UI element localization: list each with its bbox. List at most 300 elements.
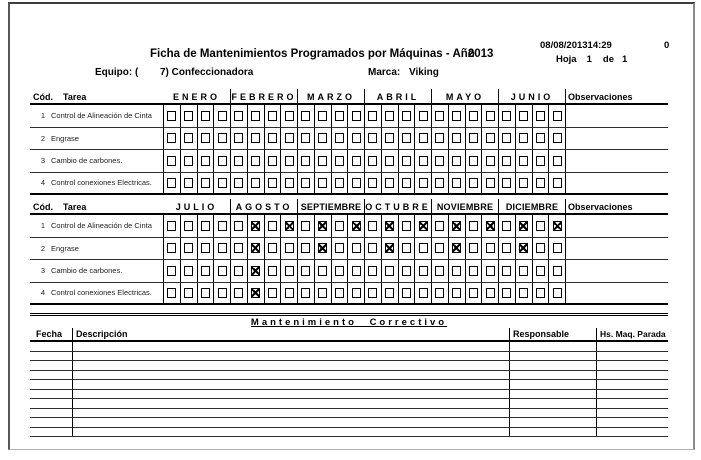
- checkbox-cell[interactable]: [163, 238, 180, 260]
- checkbox-empty[interactable]: [167, 111, 176, 121]
- checkbox-cell[interactable]: [230, 105, 247, 127]
- checkbox-cell[interactable]: [448, 173, 465, 194]
- checkbox-empty[interactable]: [469, 133, 478, 143]
- checkbox-cell[interactable]: [197, 283, 214, 304]
- checkbox-empty[interactable]: [536, 243, 545, 253]
- checkbox-cell[interactable]: [247, 150, 264, 172]
- checkbox-cell[interactable]: [465, 260, 482, 282]
- checkbox-cell[interactable]: [465, 238, 482, 260]
- checkbox-cell[interactable]: [331, 150, 348, 172]
- checkbox-empty[interactable]: [301, 133, 310, 143]
- checkbox-checked[interactable]: [285, 221, 294, 231]
- checkbox-cell[interactable]: [431, 105, 448, 127]
- checkbox-empty[interactable]: [385, 178, 394, 188]
- checkbox-cell[interactable]: [280, 105, 297, 127]
- checkbox-empty[interactable]: [402, 288, 411, 298]
- checkbox-empty[interactable]: [167, 156, 176, 166]
- checkbox-cell[interactable]: [297, 238, 314, 260]
- checkbox-cell[interactable]: [498, 260, 515, 282]
- checkbox-cell[interactable]: [515, 238, 532, 260]
- checkbox-empty[interactable]: [218, 178, 227, 188]
- checkbox-empty[interactable]: [402, 178, 411, 188]
- checkbox-cell[interactable]: [314, 173, 331, 194]
- checkbox-empty[interactable]: [469, 266, 478, 276]
- checkbox-cell[interactable]: [280, 283, 297, 304]
- checkbox-empty[interactable]: [502, 178, 511, 188]
- checkbox-cell[interactable]: [481, 260, 498, 282]
- checkbox-empty[interactable]: [234, 266, 243, 276]
- checkbox-empty[interactable]: [519, 156, 528, 166]
- checkbox-cell[interactable]: [515, 128, 532, 150]
- checkbox-checked[interactable]: [486, 221, 495, 231]
- checkbox-cell[interactable]: [448, 128, 465, 150]
- checkbox-cell[interactable]: [398, 283, 415, 304]
- checkbox-empty[interactable]: [352, 156, 361, 166]
- checkbox-cell[interactable]: [481, 128, 498, 150]
- checkbox-cell[interactable]: [213, 105, 230, 127]
- checkbox-cell[interactable]: [247, 283, 264, 304]
- checkbox-checked[interactable]: [452, 221, 461, 231]
- checkbox-cell[interactable]: [481, 215, 498, 237]
- checkbox-empty[interactable]: [402, 111, 411, 121]
- checkbox-empty[interactable]: [486, 288, 495, 298]
- checkbox-empty[interactable]: [452, 111, 461, 121]
- checkbox-empty[interactable]: [335, 243, 344, 253]
- checkbox-cell[interactable]: [431, 150, 448, 172]
- checkbox-cell[interactable]: [548, 128, 565, 150]
- checkbox-empty[interactable]: [352, 111, 361, 121]
- checkbox-empty[interactable]: [419, 178, 428, 188]
- checkbox-empty[interactable]: [201, 288, 210, 298]
- checkbox-empty[interactable]: [553, 178, 562, 188]
- checkbox-checked[interactable]: [251, 243, 260, 253]
- checkbox-empty[interactable]: [435, 266, 444, 276]
- checkbox-empty[interactable]: [251, 156, 260, 166]
- checkbox-empty[interactable]: [519, 178, 528, 188]
- checkbox-cell[interactable]: [481, 150, 498, 172]
- checkbox-empty[interactable]: [419, 288, 428, 298]
- checkbox-cell[interactable]: [448, 105, 465, 127]
- checkbox-cell[interactable]: [448, 238, 465, 260]
- checkbox-empty[interactable]: [452, 133, 461, 143]
- checkbox-cell[interactable]: [347, 283, 364, 304]
- checkbox-cell[interactable]: [398, 128, 415, 150]
- checkbox-checked[interactable]: [251, 221, 260, 231]
- checkbox-empty[interactable]: [502, 243, 511, 253]
- checkbox-cell[interactable]: [548, 150, 565, 172]
- checkbox-empty[interactable]: [553, 266, 562, 276]
- checkbox-empty[interactable]: [553, 156, 562, 166]
- checkbox-cell[interactable]: [398, 105, 415, 127]
- checkbox-empty[interactable]: [352, 243, 361, 253]
- checkbox-cell[interactable]: [347, 150, 364, 172]
- checkbox-empty[interactable]: [201, 243, 210, 253]
- checkbox-cell[interactable]: [230, 173, 247, 194]
- checkbox-cell[interactable]: [431, 283, 448, 304]
- checkbox-empty[interactable]: [419, 111, 428, 121]
- checkbox-empty[interactable]: [335, 288, 344, 298]
- checkbox-cell[interactable]: [515, 215, 532, 237]
- checkbox-cell[interactable]: [280, 150, 297, 172]
- checkbox-cell[interactable]: [247, 105, 264, 127]
- checkbox-empty[interactable]: [184, 266, 193, 276]
- checkbox-empty[interactable]: [419, 243, 428, 253]
- checkbox-empty[interactable]: [519, 111, 528, 121]
- checkbox-empty[interactable]: [368, 133, 377, 143]
- checkbox-empty[interactable]: [469, 288, 478, 298]
- checkbox-cell[interactable]: [180, 173, 197, 194]
- checkbox-empty[interactable]: [435, 156, 444, 166]
- checkbox-empty[interactable]: [167, 133, 176, 143]
- checkbox-cell[interactable]: [197, 260, 214, 282]
- checkbox-cell[interactable]: [347, 238, 364, 260]
- checkbox-cell[interactable]: [364, 283, 381, 304]
- checkbox-empty[interactable]: [486, 111, 495, 121]
- checkbox-cell[interactable]: [247, 173, 264, 194]
- checkbox-cell[interactable]: [465, 128, 482, 150]
- checkbox-cell[interactable]: [498, 238, 515, 260]
- checkbox-empty[interactable]: [285, 178, 294, 188]
- checkbox-cell[interactable]: [213, 128, 230, 150]
- checkbox-empty[interactable]: [184, 111, 193, 121]
- checkbox-empty[interactable]: [218, 288, 227, 298]
- checkbox-cell[interactable]: [213, 215, 230, 237]
- checkbox-empty[interactable]: [318, 266, 327, 276]
- checkbox-empty[interactable]: [218, 133, 227, 143]
- checkbox-empty[interactable]: [268, 288, 277, 298]
- checkbox-empty[interactable]: [285, 288, 294, 298]
- checkbox-cell[interactable]: [280, 260, 297, 282]
- checkbox-empty[interactable]: [419, 133, 428, 143]
- checkbox-cell[interactable]: [264, 173, 281, 194]
- checkbox-empty[interactable]: [285, 156, 294, 166]
- checkbox-empty[interactable]: [268, 111, 277, 121]
- checkbox-cell[interactable]: [532, 173, 549, 194]
- checkbox-checked[interactable]: [251, 266, 260, 276]
- checkbox-cell[interactable]: [314, 260, 331, 282]
- checkbox-checked[interactable]: [553, 221, 562, 231]
- checkbox-empty[interactable]: [553, 133, 562, 143]
- checkbox-empty[interactable]: [519, 288, 528, 298]
- checkbox-cell[interactable]: [331, 238, 348, 260]
- checkbox-cell[interactable]: [347, 105, 364, 127]
- checkbox-cell[interactable]: [398, 260, 415, 282]
- checkbox-empty[interactable]: [486, 156, 495, 166]
- checkbox-cell[interactable]: [213, 150, 230, 172]
- checkbox-empty[interactable]: [318, 178, 327, 188]
- checkbox-empty[interactable]: [368, 266, 377, 276]
- checkbox-empty[interactable]: [402, 156, 411, 166]
- checkbox-empty[interactable]: [184, 221, 193, 231]
- checkbox-empty[interactable]: [301, 156, 310, 166]
- checkbox-cell[interactable]: [481, 173, 498, 194]
- checkbox-empty[interactable]: [553, 111, 562, 121]
- checkbox-cell[interactable]: [448, 215, 465, 237]
- checkbox-cell[interactable]: [247, 215, 264, 237]
- checkbox-cell[interactable]: [364, 128, 381, 150]
- checkbox-empty[interactable]: [368, 243, 377, 253]
- checkbox-empty[interactable]: [268, 133, 277, 143]
- checkbox-cell[interactable]: [532, 283, 549, 304]
- checkbox-empty[interactable]: [469, 178, 478, 188]
- checkbox-empty[interactable]: [452, 266, 461, 276]
- checkbox-cell[interactable]: [280, 215, 297, 237]
- checkbox-checked[interactable]: [385, 221, 394, 231]
- checkbox-empty[interactable]: [368, 156, 377, 166]
- checkbox-cell[interactable]: [163, 150, 180, 172]
- checkbox-empty[interactable]: [184, 133, 193, 143]
- checkbox-empty[interactable]: [301, 243, 310, 253]
- checkbox-empty[interactable]: [201, 156, 210, 166]
- checkbox-empty[interactable]: [352, 288, 361, 298]
- checkbox-checked[interactable]: [318, 221, 327, 231]
- checkbox-empty[interactable]: [502, 133, 511, 143]
- checkbox-cell[interactable]: [515, 105, 532, 127]
- checkbox-cell[interactable]: [364, 238, 381, 260]
- checkbox-empty[interactable]: [268, 221, 277, 231]
- checkbox-cell[interactable]: [331, 215, 348, 237]
- checkbox-empty[interactable]: [167, 221, 176, 231]
- checkbox-cell[interactable]: [414, 128, 431, 150]
- checkbox-cell[interactable]: [364, 150, 381, 172]
- checkbox-cell[interactable]: [465, 283, 482, 304]
- checkbox-cell[interactable]: [414, 283, 431, 304]
- checkbox-empty[interactable]: [385, 133, 394, 143]
- checkbox-empty[interactable]: [301, 221, 310, 231]
- checkbox-empty[interactable]: [184, 156, 193, 166]
- checkbox-empty[interactable]: [234, 133, 243, 143]
- checkbox-empty[interactable]: [469, 243, 478, 253]
- checkbox-empty[interactable]: [519, 266, 528, 276]
- checkbox-cell[interactable]: [465, 215, 482, 237]
- checkbox-empty[interactable]: [234, 178, 243, 188]
- checkbox-empty[interactable]: [335, 178, 344, 188]
- checkbox-cell[interactable]: [163, 105, 180, 127]
- checkbox-empty[interactable]: [502, 221, 511, 231]
- checkbox-empty[interactable]: [502, 111, 511, 121]
- checkbox-cell[interactable]: [347, 173, 364, 194]
- checkbox-empty[interactable]: [301, 266, 310, 276]
- checkbox-empty[interactable]: [352, 266, 361, 276]
- checkbox-cell[interactable]: [163, 215, 180, 237]
- checkbox-cell[interactable]: [297, 128, 314, 150]
- checkbox-empty[interactable]: [352, 133, 361, 143]
- checkbox-empty[interactable]: [452, 288, 461, 298]
- checkbox-empty[interactable]: [536, 156, 545, 166]
- checkbox-cell[interactable]: [515, 173, 532, 194]
- checkbox-cell[interactable]: [213, 238, 230, 260]
- checkbox-empty[interactable]: [385, 156, 394, 166]
- checkbox-empty[interactable]: [419, 156, 428, 166]
- checkbox-empty[interactable]: [486, 266, 495, 276]
- checkbox-cell[interactable]: [230, 215, 247, 237]
- checkbox-checked[interactable]: [419, 221, 428, 231]
- checkbox-empty[interactable]: [251, 133, 260, 143]
- checkbox-empty[interactable]: [536, 266, 545, 276]
- checkbox-checked[interactable]: [352, 221, 361, 231]
- checkbox-empty[interactable]: [435, 221, 444, 231]
- checkbox-empty[interactable]: [486, 243, 495, 253]
- checkbox-cell[interactable]: [197, 215, 214, 237]
- checkbox-empty[interactable]: [553, 243, 562, 253]
- checkbox-cell[interactable]: [465, 173, 482, 194]
- checkbox-cell[interactable]: [264, 105, 281, 127]
- checkbox-cell[interactable]: [398, 173, 415, 194]
- checkbox-empty[interactable]: [368, 178, 377, 188]
- checkbox-cell[interactable]: [331, 105, 348, 127]
- checkbox-cell[interactable]: [515, 283, 532, 304]
- checkbox-cell[interactable]: [448, 260, 465, 282]
- checkbox-empty[interactable]: [368, 288, 377, 298]
- checkbox-empty[interactable]: [285, 266, 294, 276]
- checkbox-empty[interactable]: [536, 111, 545, 121]
- checkbox-cell[interactable]: [381, 238, 398, 260]
- checkbox-empty[interactable]: [301, 178, 310, 188]
- checkbox-cell[interactable]: [381, 150, 398, 172]
- checkbox-cell[interactable]: [498, 283, 515, 304]
- checkbox-cell[interactable]: [548, 260, 565, 282]
- checkbox-cell[interactable]: [548, 105, 565, 127]
- checkbox-empty[interactable]: [402, 133, 411, 143]
- checkbox-empty[interactable]: [352, 178, 361, 188]
- checkbox-cell[interactable]: [314, 105, 331, 127]
- checkbox-cell[interactable]: [247, 128, 264, 150]
- checkbox-cell[interactable]: [264, 283, 281, 304]
- checkbox-cell[interactable]: [381, 105, 398, 127]
- checkbox-checked[interactable]: [519, 221, 528, 231]
- checkbox-empty[interactable]: [402, 243, 411, 253]
- checkbox-cell[interactable]: [230, 260, 247, 282]
- checkbox-cell[interactable]: [314, 150, 331, 172]
- checkbox-empty[interactable]: [469, 156, 478, 166]
- checkbox-empty[interactable]: [251, 111, 260, 121]
- checkbox-cell[interactable]: [297, 150, 314, 172]
- checkbox-cell[interactable]: [180, 105, 197, 127]
- checkbox-cell[interactable]: [398, 238, 415, 260]
- checkbox-cell[interactable]: [532, 260, 549, 282]
- checkbox-cell[interactable]: [364, 173, 381, 194]
- checkbox-cell[interactable]: [515, 150, 532, 172]
- checkbox-checked[interactable]: [318, 243, 327, 253]
- checkbox-cell[interactable]: [431, 173, 448, 194]
- checkbox-cell[interactable]: [180, 260, 197, 282]
- checkbox-cell[interactable]: [414, 238, 431, 260]
- checkbox-empty[interactable]: [452, 156, 461, 166]
- checkbox-empty[interactable]: [201, 111, 210, 121]
- checkbox-cell[interactable]: [515, 260, 532, 282]
- checkbox-empty[interactable]: [486, 133, 495, 143]
- checkbox-cell[interactable]: [381, 215, 398, 237]
- checkbox-cell[interactable]: [230, 238, 247, 260]
- checkbox-cell[interactable]: [498, 215, 515, 237]
- checkbox-cell[interactable]: [448, 150, 465, 172]
- checkbox-cell[interactable]: [264, 215, 281, 237]
- checkbox-cell[interactable]: [163, 173, 180, 194]
- checkbox-cell[interactable]: [331, 283, 348, 304]
- checkbox-empty[interactable]: [285, 133, 294, 143]
- checkbox-empty[interactable]: [435, 288, 444, 298]
- checkbox-cell[interactable]: [381, 128, 398, 150]
- checkbox-cell[interactable]: [314, 238, 331, 260]
- checkbox-empty[interactable]: [167, 178, 176, 188]
- checkbox-empty[interactable]: [234, 221, 243, 231]
- checkbox-cell[interactable]: [213, 173, 230, 194]
- checkbox-empty[interactable]: [318, 288, 327, 298]
- checkbox-cell[interactable]: [548, 173, 565, 194]
- checkbox-cell[interactable]: [414, 260, 431, 282]
- checkbox-empty[interactable]: [201, 178, 210, 188]
- checkbox-checked[interactable]: [385, 243, 394, 253]
- checkbox-cell[interactable]: [197, 150, 214, 172]
- checkbox-empty[interactable]: [218, 243, 227, 253]
- checkbox-empty[interactable]: [201, 221, 210, 231]
- checkbox-cell[interactable]: [414, 173, 431, 194]
- checkbox-empty[interactable]: [218, 156, 227, 166]
- checkbox-cell[interactable]: [264, 128, 281, 150]
- checkbox-cell[interactable]: [314, 215, 331, 237]
- checkbox-empty[interactable]: [335, 156, 344, 166]
- checkbox-cell[interactable]: [213, 283, 230, 304]
- checkbox-cell[interactable]: [280, 173, 297, 194]
- checkbox-cell[interactable]: [548, 215, 565, 237]
- checkbox-cell[interactable]: [532, 105, 549, 127]
- checkbox-empty[interactable]: [519, 133, 528, 143]
- checkbox-cell[interactable]: [197, 128, 214, 150]
- checkbox-empty[interactable]: [234, 156, 243, 166]
- checkbox-cell[interactable]: [247, 260, 264, 282]
- checkbox-empty[interactable]: [536, 288, 545, 298]
- checkbox-empty[interactable]: [268, 266, 277, 276]
- checkbox-empty[interactable]: [368, 221, 377, 231]
- checkbox-cell[interactable]: [532, 215, 549, 237]
- checkbox-cell[interactable]: [197, 238, 214, 260]
- checkbox-empty[interactable]: [318, 156, 327, 166]
- checkbox-empty[interactable]: [536, 221, 545, 231]
- checkbox-cell[interactable]: [180, 283, 197, 304]
- checkbox-cell[interactable]: [230, 150, 247, 172]
- checkbox-cell[interactable]: [481, 105, 498, 127]
- checkbox-empty[interactable]: [435, 178, 444, 188]
- checkbox-cell[interactable]: [163, 283, 180, 304]
- checkbox-empty[interactable]: [502, 156, 511, 166]
- checkbox-cell[interactable]: [280, 128, 297, 150]
- checkbox-cell[interactable]: [180, 150, 197, 172]
- checkbox-empty[interactable]: [536, 178, 545, 188]
- checkbox-empty[interactable]: [268, 243, 277, 253]
- checkbox-cell[interactable]: [498, 128, 515, 150]
- checkbox-cell[interactable]: [398, 150, 415, 172]
- checkbox-empty[interactable]: [486, 178, 495, 188]
- checkbox-empty[interactable]: [502, 288, 511, 298]
- checkbox-cell[interactable]: [498, 105, 515, 127]
- checkbox-empty[interactable]: [318, 133, 327, 143]
- checkbox-empty[interactable]: [435, 111, 444, 121]
- checkbox-cell[interactable]: [331, 260, 348, 282]
- checkbox-cell[interactable]: [230, 128, 247, 150]
- checkbox-cell[interactable]: [297, 260, 314, 282]
- checkbox-cell[interactable]: [381, 260, 398, 282]
- checkbox-empty[interactable]: [184, 178, 193, 188]
- checkbox-empty[interactable]: [285, 243, 294, 253]
- checkbox-cell[interactable]: [548, 283, 565, 304]
- checkbox-cell[interactable]: [297, 105, 314, 127]
- checkbox-cell[interactable]: [498, 173, 515, 194]
- checkbox-cell[interactable]: [180, 215, 197, 237]
- checkbox-empty[interactable]: [469, 111, 478, 121]
- checkbox-empty[interactable]: [402, 221, 411, 231]
- checkbox-cell[interactable]: [465, 150, 482, 172]
- checkbox-empty[interactable]: [335, 133, 344, 143]
